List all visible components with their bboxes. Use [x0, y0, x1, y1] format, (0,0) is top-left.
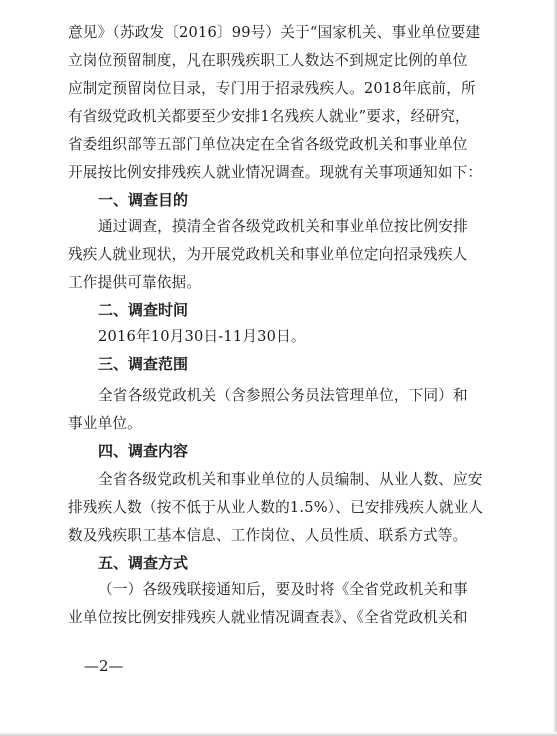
paragraph-line: 有省级党政机关都要至少安排1名残疾人就业”要求，经研究， [68, 108, 470, 125]
section-heading-purpose: 一、调查目的 [98, 191, 189, 209]
section-heading-time: 二、调查时间 [98, 301, 189, 319]
paragraph-line: 全省各级党政机关和事业单位的人员编制、从业人数、应安 [98, 471, 483, 488]
scan-edge-shadow [0, 732, 557, 736]
paragraph-line: 2016年10月30日-11月30日。 [98, 328, 306, 345]
paragraph-line: 排残疾人数（按不低于从业人数的1.5%）、已安排残疾人就业人 [68, 499, 484, 516]
paragraph-line: （一）各级残联接通知后，要及时将《全省党政机关和事 [98, 581, 468, 598]
paragraph-line: 意见》（苏政发〔2016〕99号）关于“国家机关、事业单位要建 [68, 24, 481, 41]
scan-edge-shadow [553, 0, 557, 736]
section-heading-scope: 三、调查范围 [98, 355, 189, 373]
section-heading-method: 五、调查方式 [98, 554, 189, 572]
paragraph-line: 工作提供可靠依据。 [68, 274, 202, 291]
paragraph-line: 立岗位预留制度，凡在职残疾职工人数达不到规定比例的单位 [68, 52, 468, 69]
page-number: —2— [84, 657, 124, 675]
section-heading-content: 四、调查内容 [98, 442, 189, 460]
paragraph-line: 开展按比例安排残疾人就业情况调查。现就有关事项通知如下： [68, 164, 483, 181]
paragraph-line: 残疾人就业现状，为开展党政机关和事业单位定向招录残疾人 [68, 246, 468, 263]
paragraph-line: 应制定预留岗位目录，专门用于招录残疾人。2018年底前，所 [68, 80, 476, 97]
paragraph-line: 业单位按比例安排残疾人就业情况调查表》、《全省党政机关和 [68, 609, 468, 626]
paragraph-line: 全省各级党政机关（含参照公务员法管理单位，下同）和 [98, 387, 468, 404]
paragraph-line: 省委组织部等五部门单位决定在全省各级党政机关和事业单位 [68, 136, 468, 153]
paragraph-line: 数及残疾职工基本信息、工作岗位、人员性质、联系方式等。 [68, 527, 468, 544]
paragraph-line: 通过调查，摸清全省各级党政机关和事业单位按比例安排 [98, 218, 468, 235]
paragraph-line: 事业单位。 [68, 415, 142, 432]
